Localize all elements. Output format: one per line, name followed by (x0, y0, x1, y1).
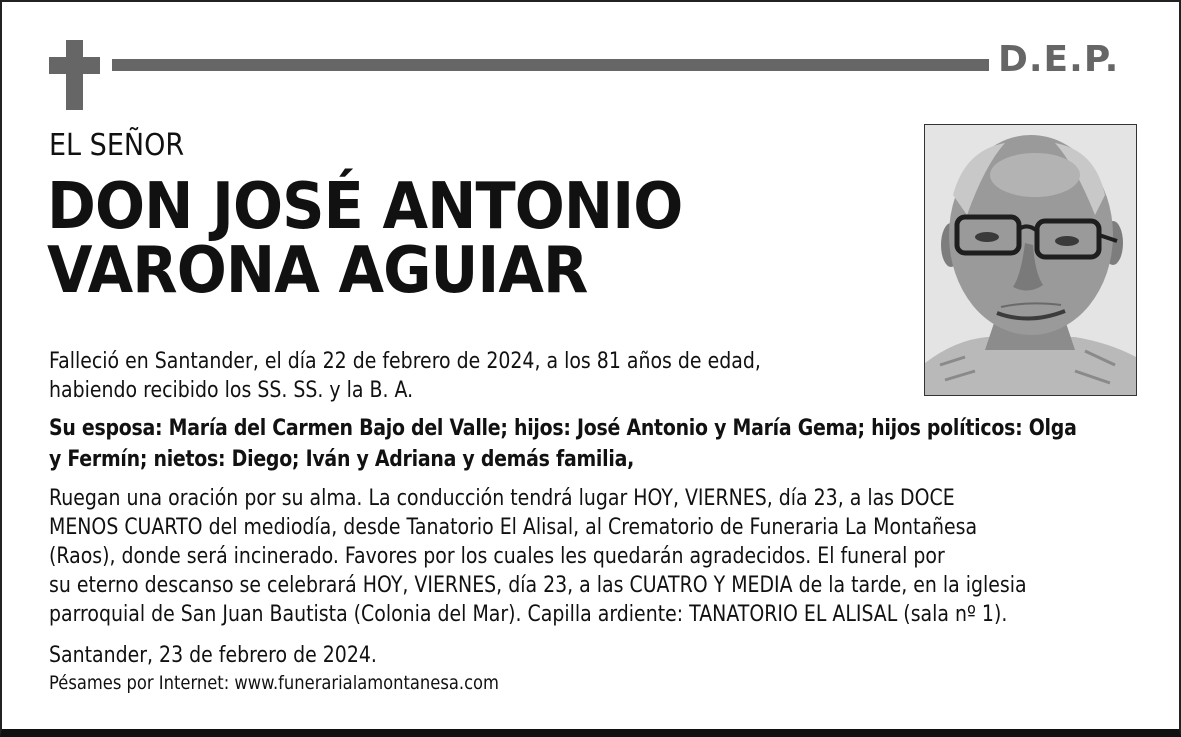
service-line1: Ruegan una oración por su alma. La conducción tendrá lugar HOY, VIERNES, día 23, a las DOCE (49, 486, 955, 511)
family-line1: Su esposa: María del Carmen Bajo del Valle; hijos: José Antonio y María Gema; hijos políticos: Olga (49, 416, 1077, 441)
condolences-link[interactable]: Pésames por Internet: www.funerarialamontanesa.com (49, 672, 499, 694)
place-date: Santander, 23 de febrero de 2024. (49, 643, 377, 668)
death-notice-line1: Falleció en Santander, el día 22 de febrero de 2024, a los 81 años de edad, (49, 349, 761, 374)
family-list (49, 413, 1077, 475)
deceased-name (47, 170, 683, 308)
death-notice-line2: habiendo recibido los SS. SS. y la B. A. (49, 378, 414, 403)
deceased-name-line2: VARONA AGUIAR (47, 234, 588, 308)
service-line5: parroquial de San Juan Bautista (Colonia del Mar). Capilla ardiente: TANATORIO EL ALISAL (sala nº 1). (49, 602, 1008, 627)
deceased-name-line1: DON JOSÉ ANTONIO (47, 170, 683, 244)
service-line2: MENOS CUARTO del mediodía, desde Tanatorio El Alisal, al Crematorio de Funeraria La Montañesa (49, 515, 978, 540)
family-line2: y Fermín; nietos: Diego; Iván y Adriana y demás familia, (49, 447, 635, 472)
cross-icon (66, 40, 83, 110)
service-line4: su eterno descanso se celebrará HOY, VIERNES, día 23, a las CUATRO Y MEDIA de la tarde, en la iglesia (49, 573, 1027, 598)
death-notice (49, 347, 986, 405)
service-details (49, 484, 1027, 629)
honorific: EL SEÑOR (49, 128, 185, 163)
service-line3: (Raos), donde será incinerado. Favores por los cuales les quedarán agradecidos. El funeral por (49, 544, 945, 569)
cross-icon-bar (49, 57, 100, 74)
header-rule (112, 59, 989, 71)
dep-label: D.E.P. (998, 39, 1120, 80)
